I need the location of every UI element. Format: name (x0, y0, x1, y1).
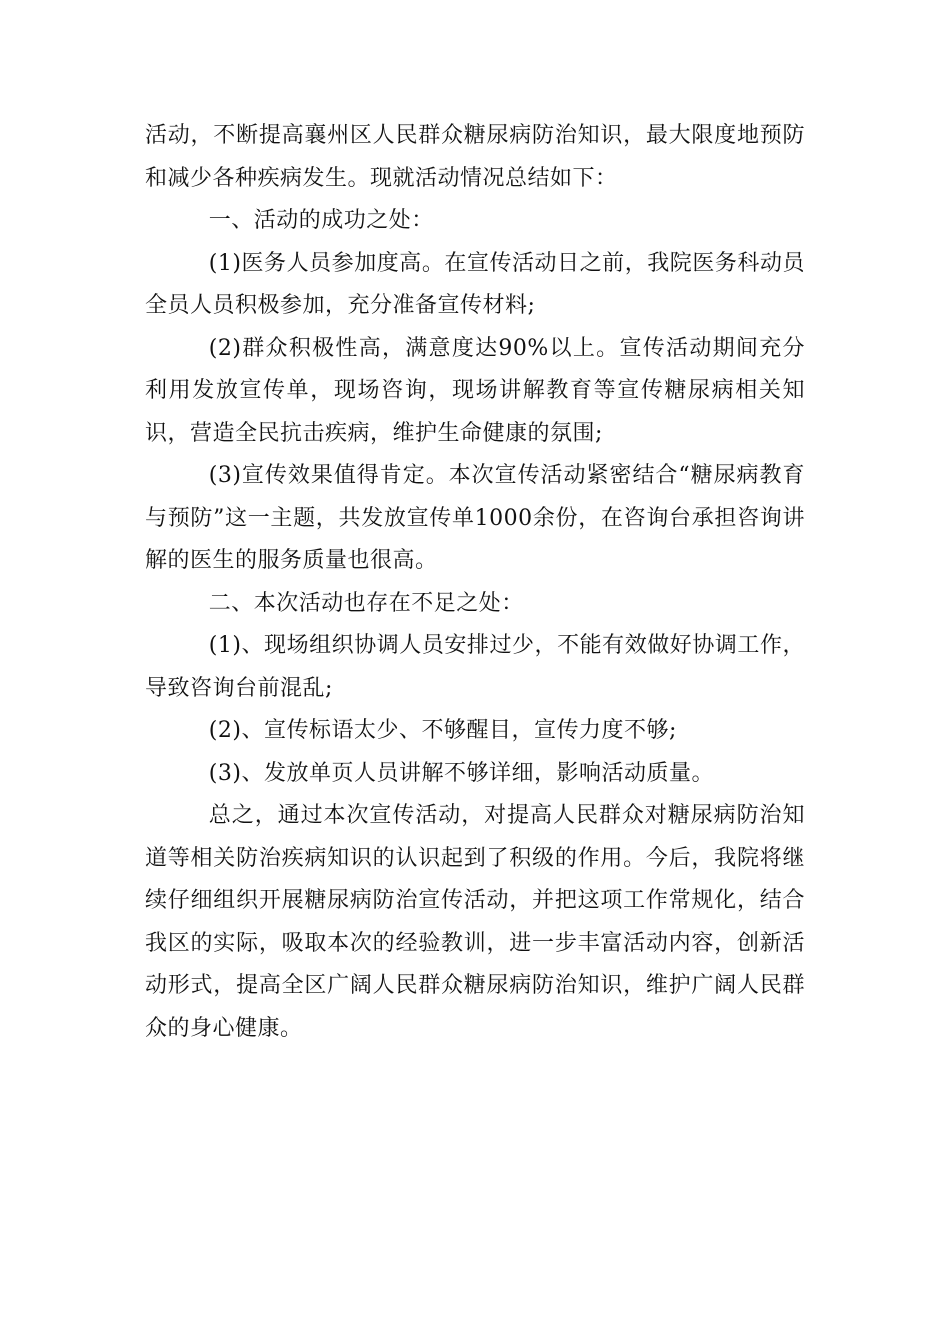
conclusion-paragraph: 总之，通过本次宣传活动，对提高人民群众对糖尿病防治知道等相关防治疾病知识的认识起到了积级的作用。今后，我院将继续仔细组织开展糖尿病防治宣传活动，并把这项工作常规化，结合我区的实际，吸取本次的经验教训，进一步丰富活动内容，创新活动形式，提高全区广阔人民群众糖尿病防治知识，维护广阔人民群众的身心健康。 (145, 803, 805, 1041)
document-body (145, 115, 805, 1050)
shortcoming-item-3: (3)、发放单页人员讲解不够详细，影响活动质量。 (208, 760, 714, 786)
success-item-1: (1)医务人员参加度高。在宣传活动日之前，我院医务科动员全员人员积极参加，充分准备宣传材料; (145, 250, 805, 318)
section-heading-successes: 一、活动的成功之处： (208, 208, 434, 233)
success-item-3: (3)宣传效果值得肯定。本次宣传活动紧密结合“糖尿病教育与预防”这一主题，共发放宣传单1000余份，在咨询台承担咨询讲解的医生的服务质量也很高。 (145, 463, 805, 573)
success-item-2: (2)群众积极性高，满意度达90%以上。宣传活动期间充分利用发放宣传单，现场咨询，现场讲解教育等宣传糖尿病相关知识，营造全民抗击疾病，维护生命健康的氛围; (145, 335, 805, 446)
shortcoming-item-1: (1)、现场组织协调人员安排过少，不能有效做好协调工作，导致咨询台前混乱; (145, 633, 805, 701)
intro-paragraph: 活动，不断提高襄州区人民群众糖尿病防治知识，最大限度地预防和减少各种疾病发生。现就活动情况总结如下： (145, 123, 805, 191)
shortcoming-item-2: (2)、宣传标语太少、不够醒目，宣传力度不够; (208, 718, 677, 743)
section-heading-shortcomings: 二、本次活动也存在不足之处： (208, 590, 524, 616)
